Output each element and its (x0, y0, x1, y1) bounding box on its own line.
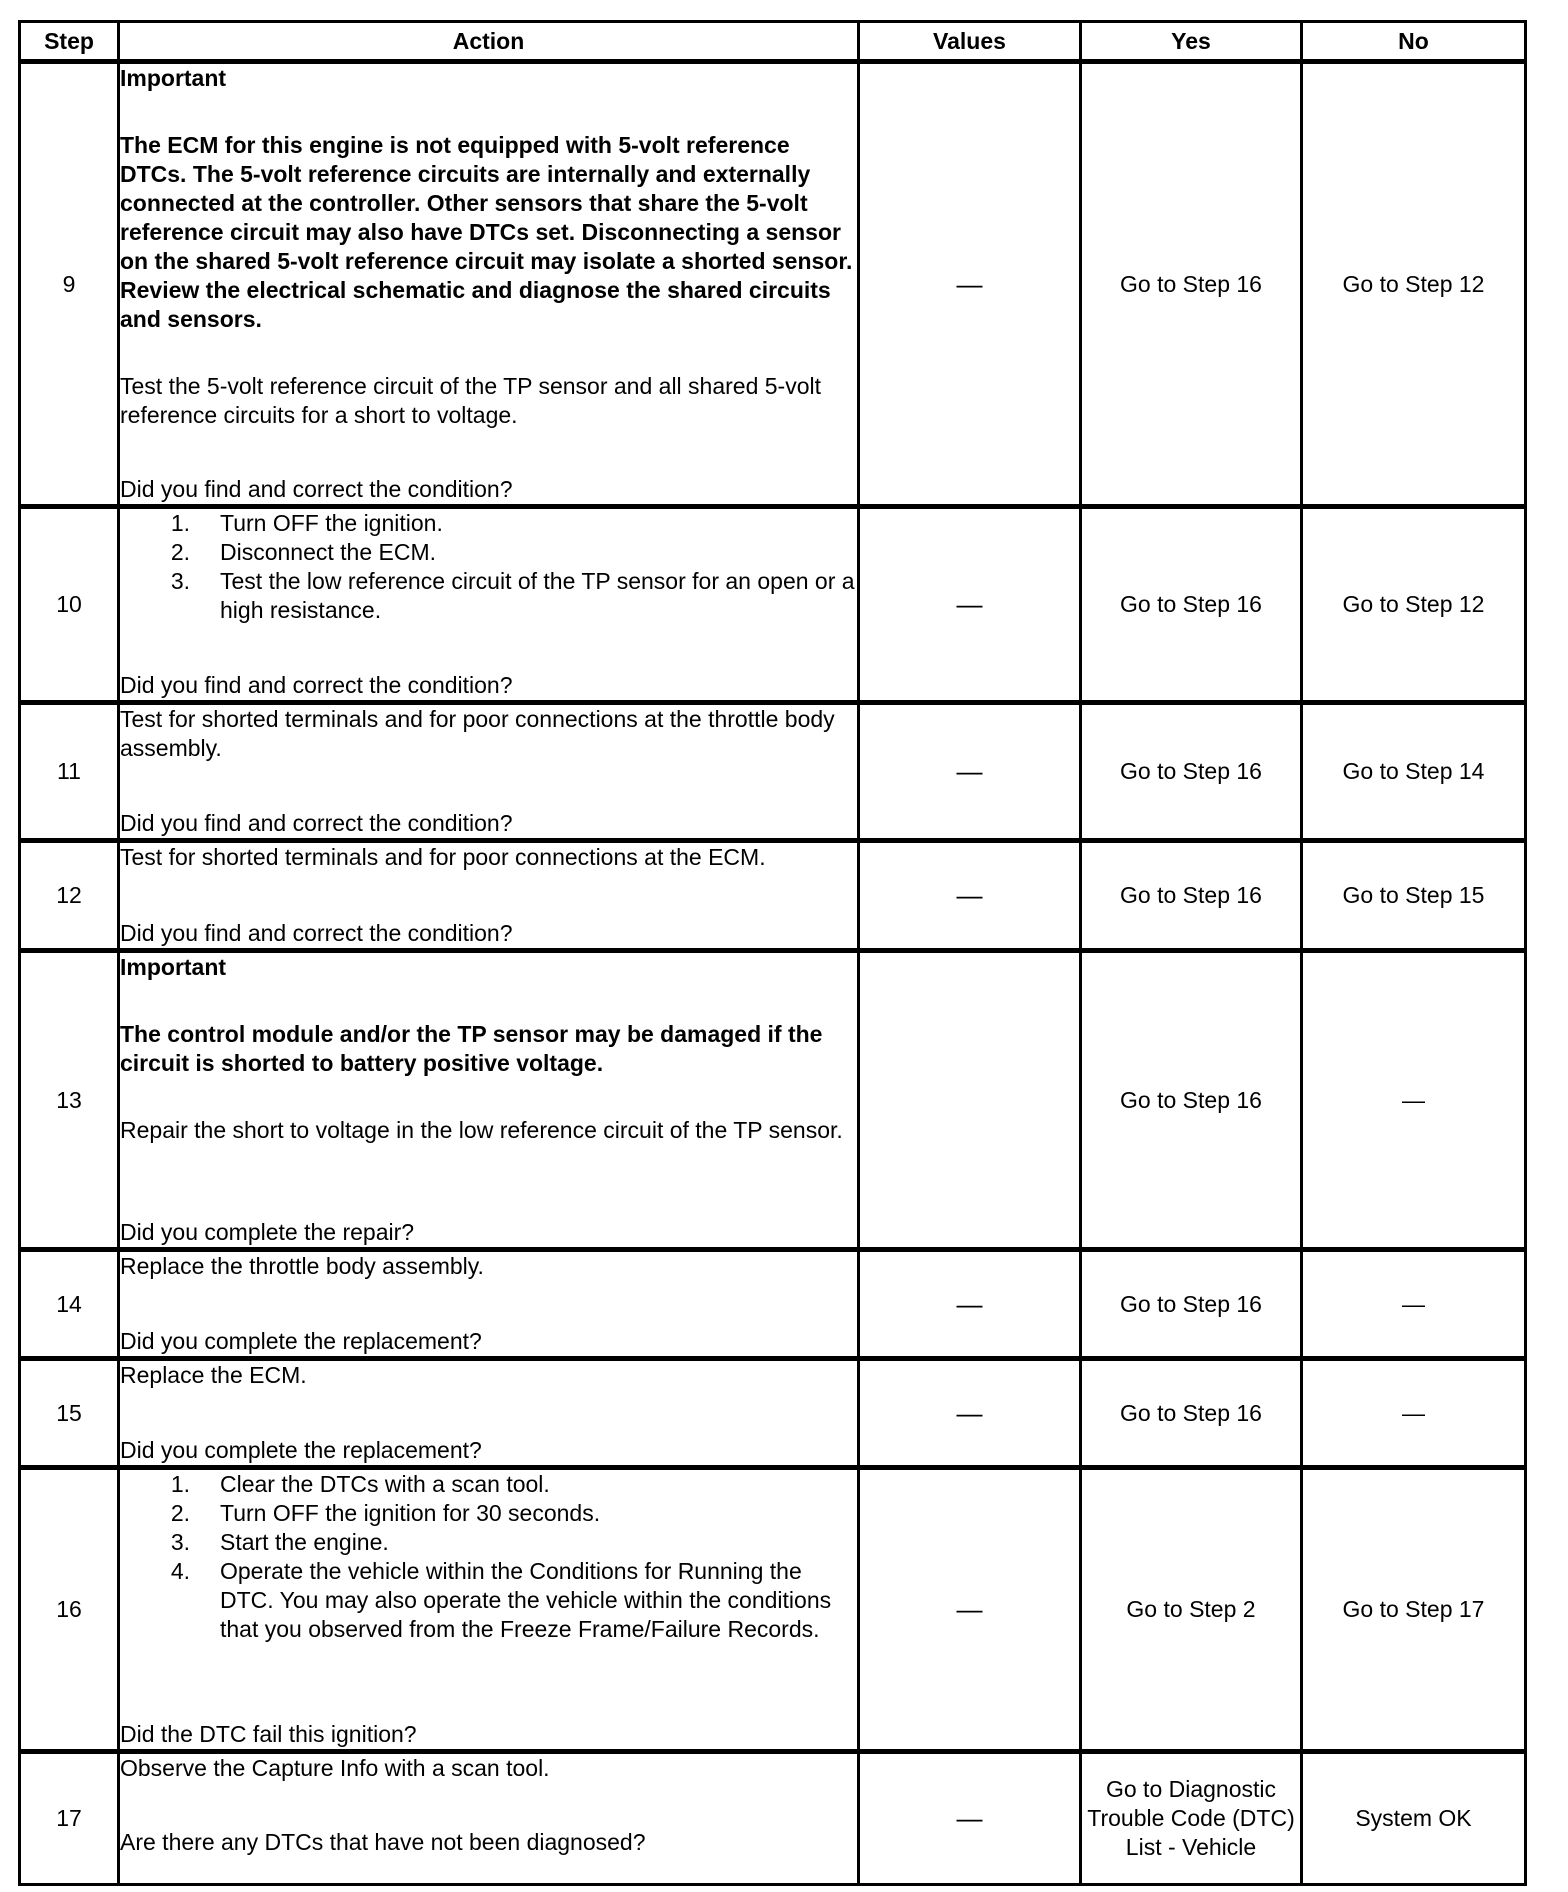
no-cell: — (1302, 951, 1526, 1250)
header-step: Step (20, 22, 119, 62)
table-row-step-14 (20, 1250, 1526, 1359)
no-cell: Go to Step 15 (1302, 841, 1526, 951)
step-number: 9 (20, 62, 119, 507)
question-text: Did you find and correct the condition? (120, 672, 513, 698)
instruction-text: Test for shorted terminals and for poor connections at the throttle body assembly. (120, 706, 835, 761)
no-cell: Go to Step 12 (1302, 507, 1526, 703)
no-cell: Go to Step 14 (1302, 703, 1526, 841)
procedure-list (120, 1470, 857, 1644)
question-text: Did you find and correct the condition? (120, 476, 513, 502)
step-number: 17 (20, 1752, 119, 1885)
question-text: Did you complete the replacement? (120, 1437, 482, 1463)
table-row-step-13 (20, 951, 1526, 1250)
table-row-step-11 (20, 703, 1526, 841)
table-row-step-10 (20, 507, 1526, 703)
action-cell (119, 1752, 859, 1885)
step-number: 15 (20, 1359, 119, 1468)
step-number: 12 (20, 841, 119, 951)
instruction-text: Replace the ECM. (120, 1362, 307, 1388)
header-action: Action (119, 22, 859, 62)
header-no: No (1302, 22, 1526, 62)
question-text: Did the DTC fail this ignition? (120, 1721, 417, 1747)
yes-cell: Go to Step 16 (1081, 1359, 1302, 1468)
values-cell: — (859, 703, 1081, 841)
question-text: Did you find and correct the condition? (120, 920, 513, 946)
instruction-text: Repair the short to voltage in the low reference circuit of the TP sensor. (120, 1117, 843, 1143)
header-row (20, 22, 1526, 62)
step-number: 13 (20, 951, 119, 1250)
step-number: 16 (20, 1468, 119, 1752)
question-text: Did you complete the repair? (120, 1219, 415, 1245)
action-cell (119, 703, 859, 841)
table-row-step-16 (20, 1468, 1526, 1752)
question-text: Did you complete the replacement? (120, 1328, 482, 1354)
header-values: Values (859, 22, 1081, 62)
action-cell (119, 507, 859, 703)
header-yes: Yes (1081, 22, 1302, 62)
diagnostic-table (18, 20, 1527, 1886)
values-cell: — (859, 1468, 1081, 1752)
values-cell (859, 951, 1081, 1250)
list-item: 2. Turn OFF the ignition for 30 seconds. (170, 1500, 601, 1526)
yes-cell: Go to Step 16 (1081, 703, 1302, 841)
no-cell: Go to Step 17 (1302, 1468, 1526, 1752)
table-row-step-12 (20, 841, 1526, 951)
list-item: 3. Start the engine. (170, 1529, 389, 1555)
step-number: 14 (20, 1250, 119, 1359)
yes-cell: Go to Step 16 (1081, 62, 1302, 507)
action-cell (119, 1359, 859, 1468)
instruction-text: Observe the Capture Info with a scan tool. (120, 1755, 550, 1781)
values-cell: — (859, 1752, 1081, 1885)
step-number: 11 (20, 703, 119, 841)
list-item: 3. Test the low reference circuit of the TP sensor for an open or a high resistance. (170, 568, 855, 623)
no-cell: System OK (1302, 1752, 1526, 1885)
table-row-step-17 (20, 1752, 1526, 1885)
action-cell (119, 951, 859, 1250)
important-label: Important (120, 65, 227, 91)
no-cell: — (1302, 1359, 1526, 1468)
important-text: The control module and/or the TP sensor may be damaged if the circuit is shorted to battery positive voltage. (120, 1021, 823, 1076)
values-cell: — (859, 62, 1081, 507)
instruction-text: Test the 5-volt reference circuit of the TP sensor and all shared 5-volt reference circuits for a short to voltage. (120, 373, 822, 428)
yes-cell: Go to Step 2 (1081, 1468, 1302, 1752)
yes-cell: Go to Step 16 (1081, 507, 1302, 703)
values-cell: — (859, 1250, 1081, 1359)
values-cell: — (859, 507, 1081, 703)
action-cell (119, 841, 859, 951)
list-item: 2. Disconnect the ECM. (170, 539, 437, 565)
step-number: 10 (20, 507, 119, 703)
yes-cell: Go to Step 16 (1081, 1250, 1302, 1359)
action-cell (119, 1468, 859, 1752)
no-cell: Go to Step 12 (1302, 62, 1526, 507)
question-text: Did you find and correct the condition? (120, 810, 513, 836)
instruction-text: Replace the throttle body assembly. (120, 1253, 484, 1279)
no-cell: — (1302, 1250, 1526, 1359)
table-row-step-9 (20, 62, 1526, 507)
yes-cell: Go to Step 16 (1081, 841, 1302, 951)
action-cell (119, 1250, 859, 1359)
values-cell: — (859, 841, 1081, 951)
procedure-list (120, 509, 857, 625)
list-item: 1. Clear the DTCs with a scan tool. (170, 1471, 550, 1497)
values-cell: — (859, 1359, 1081, 1468)
important-text: The ECM for this engine is not equipped with 5-volt reference DTCs. The 5-volt reference circuits are internally and externally connected at the controller. Other sensors that share the 5-volt reference circuit may also have DTCs set. Disconnecting a sensor on the shared 5-volt reference circuit may isolate a shorted sensor. Review the electrical schematic and diagnose the shared circuits and sensors. (120, 132, 853, 332)
list-item: 1. Turn OFF the ignition. (170, 510, 443, 536)
yes-cell: Go to Diagnostic Trouble Code (DTC) List - Vehicle (1081, 1752, 1302, 1885)
table-row-step-15 (20, 1359, 1526, 1468)
question-text: Are there any DTCs that have not been diagnosed? (120, 1829, 646, 1855)
list-item: 4. Operate the vehicle within the Conditions for Running the DTC. You may also operate the vehicle within the conditions that you observed from the Freeze Frame/Failure Records. (170, 1558, 832, 1642)
important-label: Important (120, 954, 227, 980)
yes-cell: Go to Step 16 (1081, 951, 1302, 1250)
action-cell (119, 62, 859, 507)
instruction-text: Test for shorted terminals and for poor connections at the ECM. (120, 844, 766, 870)
